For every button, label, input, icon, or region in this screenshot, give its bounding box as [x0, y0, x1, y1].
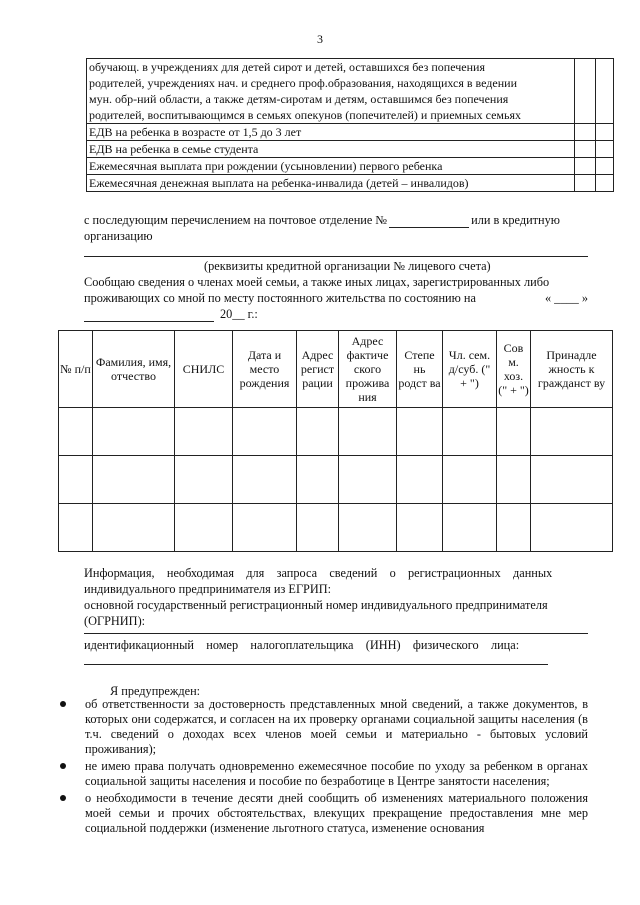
benefits-cell-line: родителей, учреждениях нач. и среднего проф.образования, находящихся в ведении: [89, 76, 517, 90]
transfer-org: организацию: [84, 229, 153, 243]
column-header: СНИЛС: [175, 331, 233, 408]
table-cell[interactable]: [297, 408, 339, 456]
inn-field[interactable]: [84, 664, 548, 665]
list-item-text: не имею права получать одновременно ежемесячное пособие по уходу за ребенком в органах социальной защиты населения и пособие по безработице в Центре занятости населения;: [85, 759, 588, 788]
egrip-line: основной государственный регистрационный номер индивидуального предпринимателя: [84, 598, 548, 612]
table-cell[interactable]: [93, 408, 175, 456]
date-day-field[interactable]: « ____ »: [544, 291, 588, 305]
benefits-row: [87, 157, 613, 174]
benefits-mark-cell[interactable]: [575, 124, 596, 140]
table-cell[interactable]: [233, 456, 297, 504]
family-table-body: [59, 408, 613, 552]
benefits-extra-cell: [596, 141, 613, 157]
list-item: [56, 791, 588, 836]
table-cell[interactable]: [233, 504, 297, 552]
table-cell[interactable]: [175, 504, 233, 552]
table-row: [59, 504, 613, 552]
column-header: № п/п: [59, 331, 93, 408]
table-cell[interactable]: [233, 408, 297, 456]
family-intro-line: Сообщаю сведения о членах моей семьи, а также иных лицах, зарегистрированных либо: [84, 275, 550, 289]
table-cell[interactable]: [297, 504, 339, 552]
table-cell[interactable]: [59, 456, 93, 504]
column-header: Дата и место рождения: [233, 331, 297, 408]
list-item: [56, 697, 588, 757]
benefits-cell-line: обучающ. в учреждениях для детей сирот и детей, оставшихся без попечения: [89, 60, 485, 74]
date-month-field[interactable]: [84, 308, 214, 322]
table-cell[interactable]: [339, 456, 397, 504]
benefits-cell: [87, 59, 575, 123]
table-cell[interactable]: [93, 504, 175, 552]
ogrnip-field[interactable]: [84, 633, 588, 634]
column-header: Сов м. хоз. (" + "): [497, 331, 531, 408]
benefits-cell-line: мун. обр-ний области, а также детям-сиротам и детям, оставшимся без попечения: [89, 92, 509, 106]
column-header: Адрес фактиче ского прожива ния: [339, 331, 397, 408]
egrip-line: (ОГРНИП):: [84, 614, 146, 628]
table-cell[interactable]: [339, 504, 397, 552]
benefits-extra-cell: [596, 175, 613, 191]
family-members-table: [58, 330, 613, 552]
column-header: Принадле жность к гражданст ву: [531, 331, 613, 408]
benefits-extra-cell: [596, 124, 613, 140]
date-year-field[interactable]: 20__ г.:: [220, 307, 258, 321]
benefits-row: [87, 123, 613, 140]
table-cell[interactable]: [497, 456, 531, 504]
bullet-icon: [60, 763, 66, 769]
table-cell[interactable]: [497, 408, 531, 456]
egrip-block: [84, 565, 588, 629]
list-item-text: о необходимости в течение десяти дней сообщить об изменениях материального положения моей семьи и прочих обстоятельствах, влекущих прекращение предоставления мне мер социальной поддержки (изменение льготного статуса, изменение основания: [85, 791, 588, 835]
page-number: 3: [317, 32, 323, 46]
table-cell[interactable]: [397, 504, 443, 552]
benefits-cell: ЕДВ на ребенка в возрасте от 1,5 до 3 лет: [87, 124, 575, 140]
benefits-table: [86, 58, 614, 192]
column-header: Степе нь родст ва: [397, 331, 443, 408]
warning-list: [56, 697, 588, 838]
bank-details-caption: (реквизиты кредитной организации № лицевого счета): [204, 259, 491, 273]
table-cell[interactable]: [443, 504, 497, 552]
transfer-text: с последующим перечислением на почтовое отделение №: [84, 213, 388, 227]
table-cell[interactable]: [93, 456, 175, 504]
warning-title: Я предупрежден:: [110, 684, 201, 698]
benefits-cell: ЕДВ на ребенка в семье студента: [87, 141, 575, 157]
column-header: Адрес регист рации: [297, 331, 339, 408]
column-header: Фамилия, имя, отчество: [93, 331, 175, 408]
bullet-icon: [60, 795, 66, 801]
benefits-extra-cell: [596, 59, 613, 123]
table-cell[interactable]: [397, 456, 443, 504]
benefits-cell-line: родителей, воспитывающимся в семьях опекунов (попечителей) и приемных семьях: [89, 108, 521, 122]
table-cell[interactable]: [443, 408, 497, 456]
list-item-text: об ответственности за достоверность представленных мной сведений, а также документов, в которых они содержатся, и согласен на их проверку органами социальной защиты населения (в т.ч. сведений о доходах всех членов моей семьи и материально - бытовых условий проживания);: [85, 697, 588, 756]
transfer-block: [84, 212, 612, 244]
benefits-row: [87, 140, 613, 157]
post-office-field[interactable]: [389, 214, 469, 228]
benefits-mark-cell[interactable]: [575, 141, 596, 157]
table-row: [59, 456, 613, 504]
egrip-line: Информация, необходимая для запроса сведений о регистрационных данных: [84, 566, 553, 580]
table-cell[interactable]: [339, 408, 397, 456]
bank-details-field[interactable]: [84, 256, 588, 257]
benefits-extra-cell: [596, 158, 613, 174]
table-row: [59, 408, 613, 456]
inn-label: идентификационный номер налогоплательщика (ИНН) физического лица:: [84, 638, 520, 652]
list-item: [56, 759, 588, 789]
egrip-line: индивидуального предпринимателя из ЕГРИП:: [84, 582, 332, 596]
benefits-cell: Ежемесячная выплата при рождении (усыновлении) первого ребенка: [87, 158, 575, 174]
family-table-header: [59, 331, 613, 408]
benefits-row: [87, 58, 613, 123]
bullet-icon: [60, 701, 66, 707]
table-cell[interactable]: [175, 456, 233, 504]
benefits-mark-cell[interactable]: [575, 175, 596, 191]
family-intro-line: проживающих со мной по месту постоянного жительства по состоянию на: [84, 291, 476, 305]
benefits-mark-cell[interactable]: [575, 59, 596, 123]
benefits-row: [87, 174, 613, 191]
table-cell[interactable]: [59, 408, 93, 456]
family-intro: [84, 274, 588, 322]
table-cell[interactable]: [297, 456, 339, 504]
table-cell[interactable]: [497, 504, 531, 552]
table-cell[interactable]: [443, 456, 497, 504]
transfer-text-2: или в кредитную: [471, 213, 560, 227]
benefits-cell: Ежемесячная денежная выплата на ребенка-инвалида (детей – инвалидов): [87, 175, 575, 191]
column-header: Чл. сем. д/суб. (" + "): [443, 331, 497, 408]
table-cell[interactable]: [531, 456, 613, 504]
table-cell[interactable]: [59, 504, 93, 552]
table-cell[interactable]: [397, 408, 443, 456]
table-cell[interactable]: [531, 504, 613, 552]
table-cell[interactable]: [531, 408, 613, 456]
table-cell[interactable]: [175, 408, 233, 456]
benefits-mark-cell[interactable]: [575, 158, 596, 174]
